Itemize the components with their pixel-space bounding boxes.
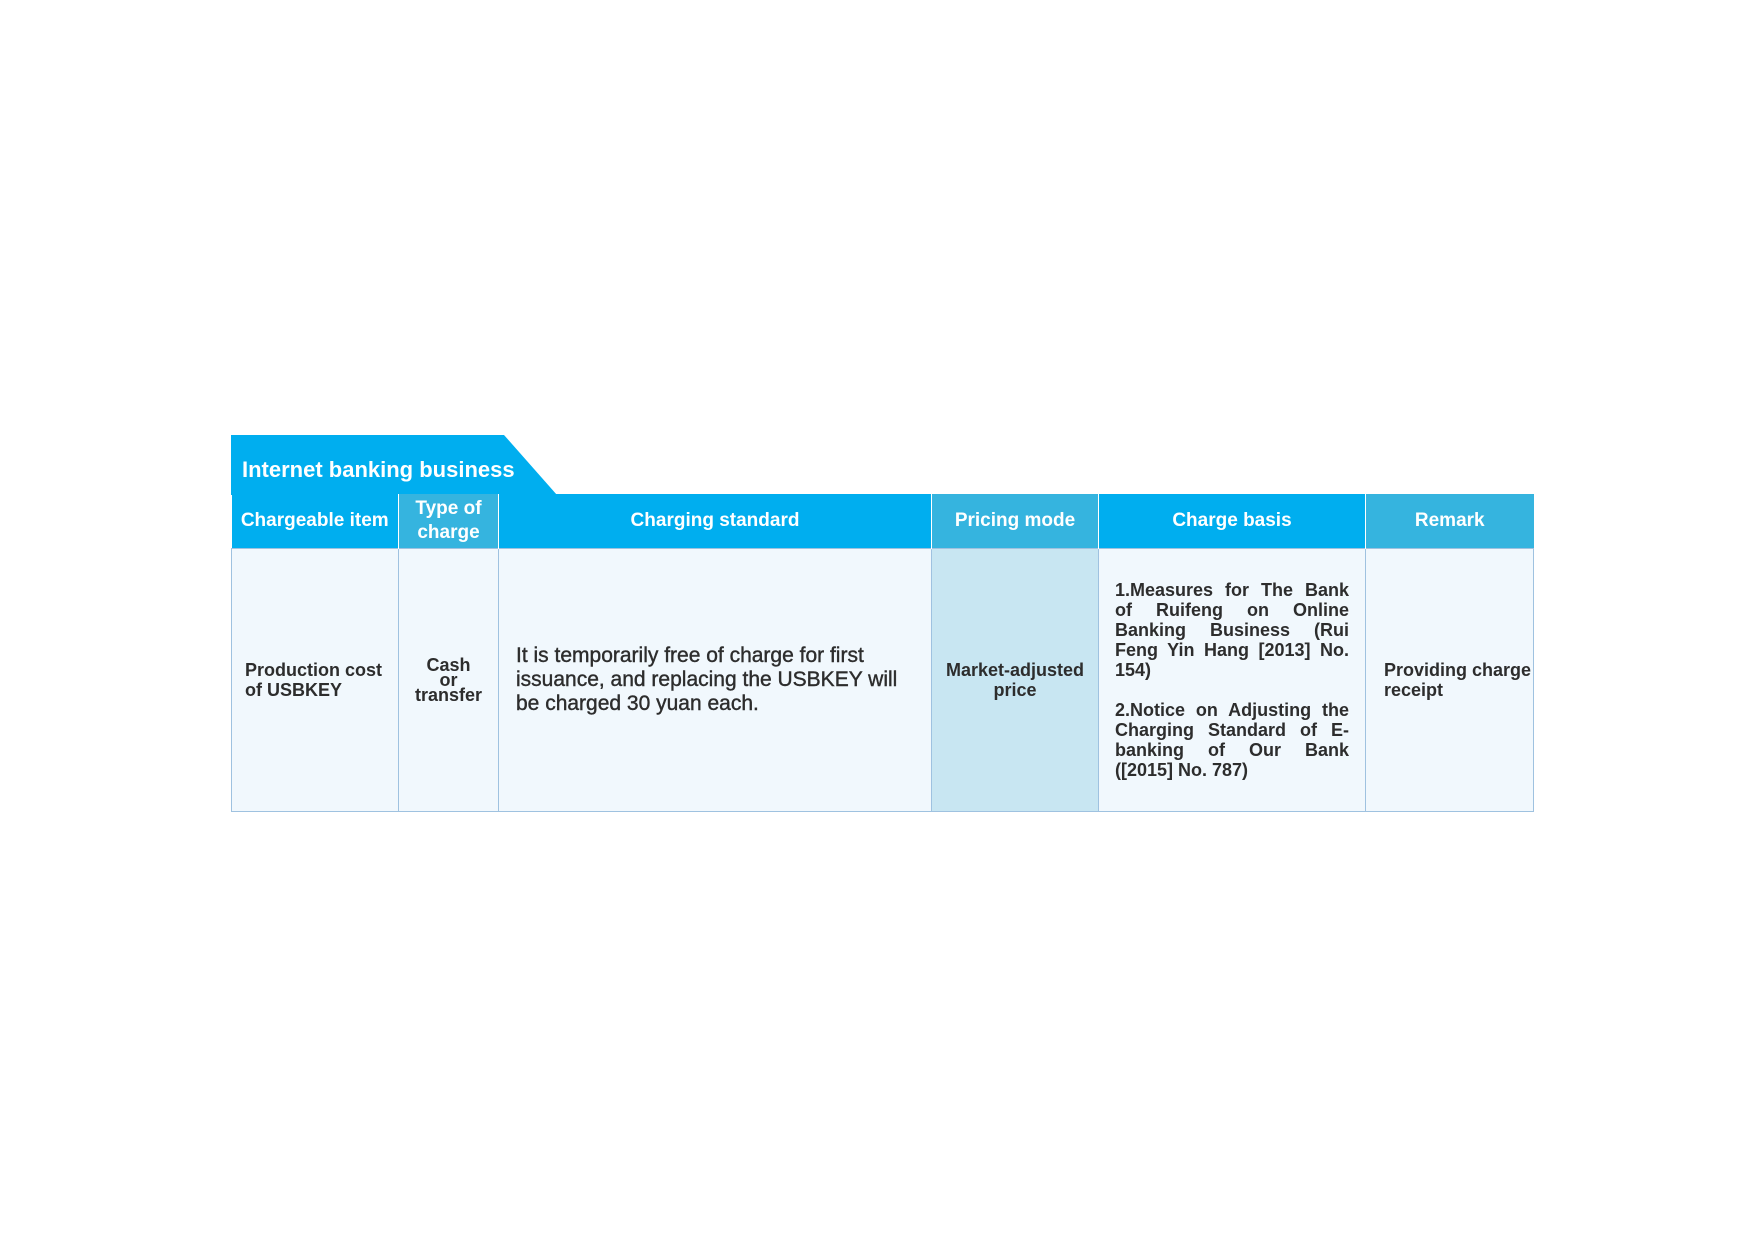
cell-charge-basis — [1099, 549, 1366, 812]
cell-chargeable-item: Production cost of USBKEY — [232, 549, 399, 812]
table-header-row — [232, 494, 1534, 549]
header-chargeable-item: Chargeable item — [232, 494, 399, 549]
type-line-2: or — [439, 669, 458, 690]
charge-basis-item-1: 1.Measures for The Bank of Ruifeng on Online Banking Business (Rui Feng Yin Hang [2013] No. 154) — [1115, 580, 1349, 680]
header-pricing-mode: Pricing mode — [932, 494, 1099, 549]
header-charge-basis: Charge basis — [1099, 494, 1366, 549]
header-type-of-charge: Type of charge — [399, 494, 499, 549]
header-remark: Remark — [1366, 494, 1534, 549]
section-title: Internet banking business — [242, 457, 515, 482]
cell-charging-standard: It is temporarily free of charge for first issuance, and replacing the USBKEY will be charged 30 yuan each. — [499, 549, 932, 812]
cell-type-of-charge — [399, 549, 499, 812]
charge-basis-item-2: 2.Notice on Adjusting the Charging Standard of E-banking of Our Bank ([2015] No. 787) — [1115, 700, 1349, 780]
header-charging-standard: Charging standard — [499, 494, 932, 549]
cell-remark: Providing charge receipt — [1366, 549, 1534, 812]
section-tab — [231, 435, 561, 495]
table-row — [232, 549, 1534, 812]
type-line-1: Cash — [426, 654, 471, 675]
cell-pricing-mode: Market-adjusted price — [932, 549, 1099, 812]
fee-table — [231, 494, 1534, 812]
type-line-3: transfer — [414, 684, 483, 705]
